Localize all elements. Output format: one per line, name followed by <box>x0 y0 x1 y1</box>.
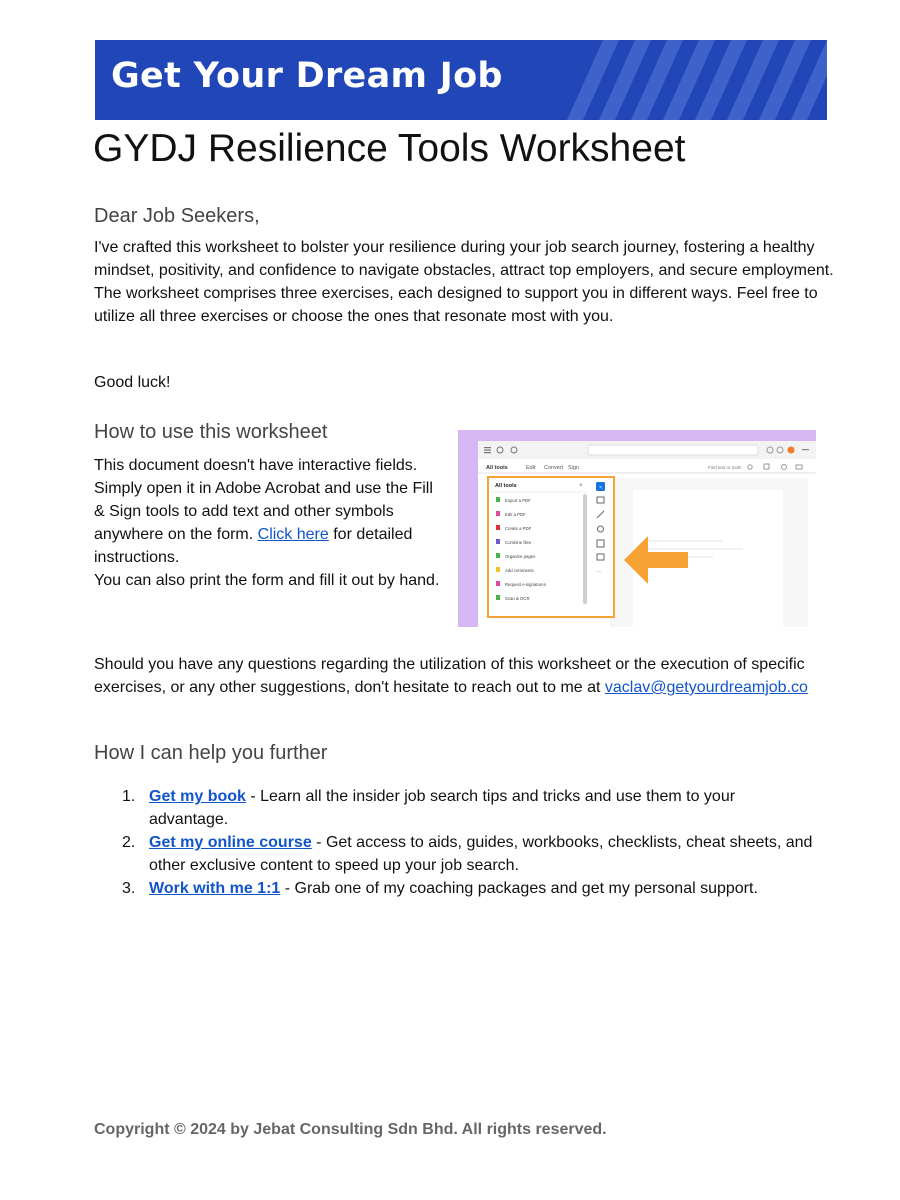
svg-text:↖: ↖ <box>599 485 604 491</box>
list-item <box>94 831 814 877</box>
tab-convert: Convert <box>544 465 564 471</box>
list-item <box>94 877 814 900</box>
tool-item: Organize pages <box>505 554 536 559</box>
how-to-use-text <box>94 454 446 592</box>
panel-title: All tools <box>495 483 517 489</box>
tool-item: Request e-signatures <box>505 582 546 587</box>
acrobat-screenshot <box>458 430 816 627</box>
how-to-use-heading: How to use this worksheet <box>94 421 328 443</box>
banner-stripes-decoration <box>527 40 827 120</box>
tool-item: Edit a PDF <box>505 512 526 517</box>
list-item-text: - Learn all the insider job search tips and tricks and use them to your advantage. <box>149 788 736 828</box>
page-title: GYDJ Resilience Tools Worksheet <box>93 127 686 170</box>
email-link[interactable]: vaclav@getyourdreamjob.co <box>604 679 808 696</box>
intro-paragraph: I've crafted this worksheet to bolster your resilience during your job search journey, fostering a healthy mindset, positivity, and confidence to navigate obstacles, attract top employers, and secure employment. The worksheet comprises three exercises, each designed to support you in different ways. Feel free to utilize all three exercises or choose the ones that resonate most with you. <box>94 239 834 325</box>
get-my-book-link[interactable]: Get my book <box>149 788 246 805</box>
list-item-text: - Grab one of my coaching packages and get my personal support. <box>280 880 758 897</box>
tool-item: Export a PDF <box>505 498 531 503</box>
list-item <box>94 785 814 831</box>
instructions-text: This document doesn't have interactive fields. Simply open it in Adobe Acrobat and use the Fill & Sign tools to add text and other symbols anywhere on the form. <box>94 457 433 543</box>
help-heading: How I can help you further <box>94 742 328 764</box>
banner-title: Get Your Dream Job <box>111 56 503 96</box>
good-luck-text: Good luck! <box>94 374 171 391</box>
tool-item: Scan & OCR <box>505 596 530 601</box>
tab-all-tools: All tools <box>486 465 508 471</box>
tab-sign: Sign <box>568 465 580 471</box>
list-number: 1. <box>122 788 136 805</box>
find-text-field: Find text or tools <box>708 465 742 470</box>
contact-text: Should you have any questions regarding the utilization of this worksheet or the execution of specific exercises, or any other suggestions, don't hesitate to reach out to me at <box>94 656 805 696</box>
tool-item: Combine files <box>505 540 532 545</box>
header-banner <box>95 40 827 120</box>
online-course-link[interactable]: Get my online course <box>149 834 312 851</box>
print-text: You can also print the form and fill it out by hand. <box>94 572 440 589</box>
list-number: 3. <box>122 880 136 897</box>
instructions-text-end: for detailed instructions. <box>94 526 413 566</box>
panel-close: × <box>579 483 583 489</box>
greeting: Dear Job Seekers, <box>94 205 260 227</box>
click-here-link[interactable]: Click here <box>257 526 329 543</box>
tab-edit: Edit <box>526 465 536 471</box>
work-with-me-link[interactable]: Work with me 1:1 <box>149 880 281 897</box>
tool-item: Create a PDF <box>505 526 532 531</box>
list-number: 2. <box>122 834 136 851</box>
svg-text:···: ··· <box>596 569 602 575</box>
tool-item: Add comments <box>505 568 534 573</box>
copyright-footer: Copyright © 2024 by Jebat Consulting Sdn Bhd. All rights reserved. <box>94 1121 607 1138</box>
contact-paragraph <box>94 653 824 699</box>
list-item-text: - Get access to aids, guides, workbooks, checklists, cheat sheets, and other exclusive content to speed up your job search. <box>149 834 813 874</box>
help-list <box>94 785 814 900</box>
